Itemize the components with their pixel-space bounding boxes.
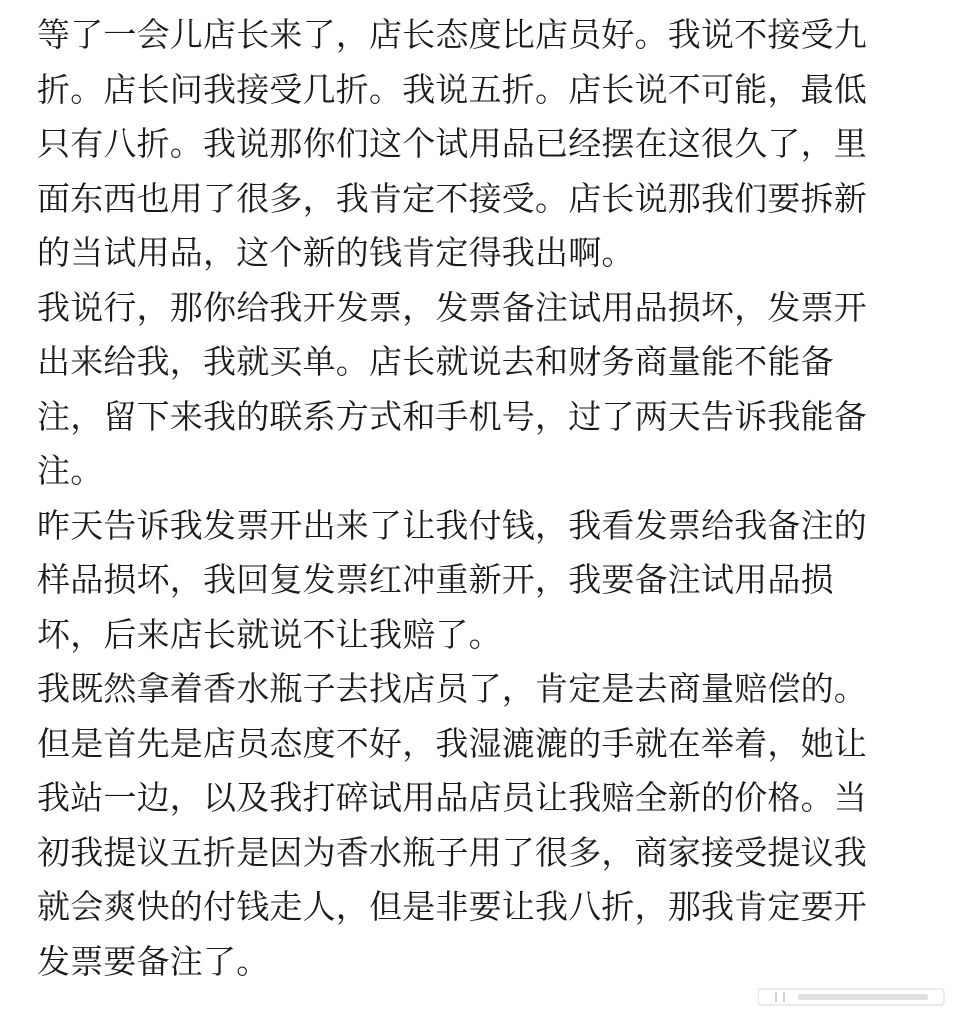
text-line: 发票要备注了。 [37, 941, 270, 981]
text-line: 面东西也用了很多，我肯定不接受。店长说那我们要拆新 [37, 178, 867, 218]
text-line: 折。店长问我接受几折。我说五折。店长说不可能，最低 [37, 69, 867, 109]
text-line: 昨天告诉我发票开出来了让我付钱，我看发票给我备注的 [37, 505, 867, 545]
text-line: 等了一会儿店长来了，店长态度比店员好。我说不接受九 [37, 15, 867, 54]
paragraph-4 [37, 662, 927, 989]
text-line: 我站一边，以及我打碎试用品店员让我赔全新的价格。当 [37, 778, 867, 817]
text-line: 样品损坏，我回复发票红冲重新开，我要备注试用品损 [37, 560, 834, 599]
paragraph-1 [37, 8, 927, 281]
text-line: 我说行，那你给我开发票，发票备注试用品损坏，发票开 [37, 287, 867, 327]
text-line: 初我提议五折是因为香水瓶子用了很多，商家接受提议我 [37, 832, 867, 872]
text-line: 注，留下来我的联系方式和手机号，过了两天告诉我能备 [37, 396, 867, 436]
article-body [37, 8, 927, 989]
text-line: 就会爽快的付钱走人，但是非要让我八折，那我肯定要开 [37, 887, 867, 926]
text-line: 的当试用品，这个新的钱肯定得我出啊。 [37, 233, 635, 272]
watermark-logo [758, 985, 948, 1013]
watermark-icon [758, 985, 948, 1009]
text-line: 坏，后来店长就说不让我赔了。 [37, 614, 502, 654]
text-line: 但是首先是店员态度不好，我湿漉漉的手就在举着，她让 [37, 723, 867, 763]
text-line: 只有八折。我说那你们这个试用品已经摆在这很久了，里 [37, 124, 867, 163]
text-line: 我既然拿着香水瓶子去找店员了，肯定是去商量赔偿的。 [37, 669, 867, 708]
text-line: 出来给我，我就买单。店长就说去和财务商量能不能备 [37, 342, 834, 381]
text-line: 注。 [37, 451, 104, 490]
paragraph-3 [37, 499, 927, 663]
paragraph-2 [37, 281, 927, 499]
